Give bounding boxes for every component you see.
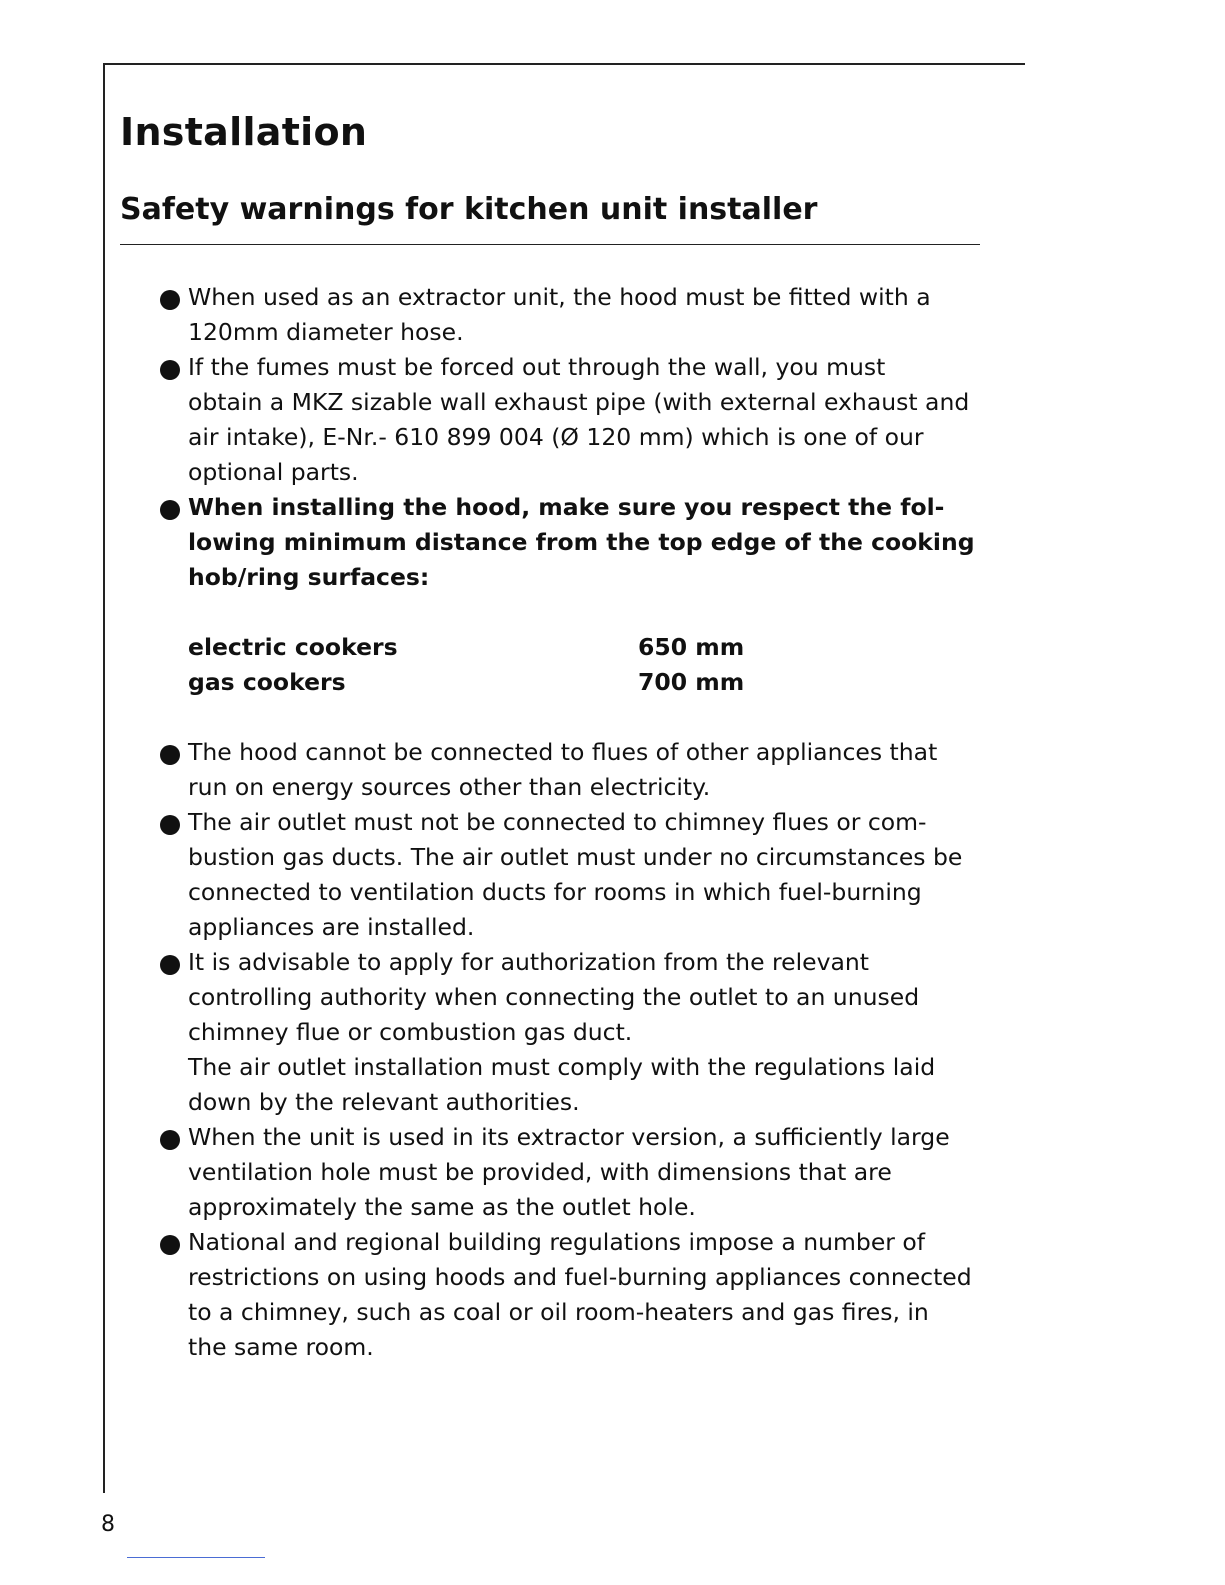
text-line: approximately the same as the outlet hole. <box>188 1193 696 1221</box>
bullet-dot-icon <box>160 745 180 765</box>
text-line: When used as an extractor unit, the hood must be fitted with a <box>188 283 931 311</box>
bullet-dot-icon <box>160 1235 180 1255</box>
list-item <box>160 1225 990 1365</box>
distance-value: 650 mm <box>638 633 745 661</box>
text-line: appliances are installed. <box>188 913 475 941</box>
list-item-emphasis <box>160 490 990 595</box>
bullet-dot-icon <box>160 360 180 380</box>
text-line: to a chimney, such as coal or oil room-heaters and gas fires, in <box>188 1298 929 1326</box>
text-line: controlling authority when connecting the outlet to an unused <box>188 983 920 1011</box>
distance-label: electric cookers <box>188 633 398 661</box>
distance-label: gas cookers <box>188 668 346 696</box>
text-line: It is advisable to apply for authorization from the relevant <box>188 948 870 976</box>
text-line: connected to ventilation ducts for rooms in which fuel-burning <box>188 878 922 906</box>
text-line: 120mm diameter hose. <box>188 318 464 346</box>
distance-value: 700 mm <box>638 668 745 696</box>
bullet-list-top <box>160 280 990 595</box>
text-line: chimney flue or combustion gas duct. <box>188 1018 633 1046</box>
left-margin-rule <box>103 63 105 1493</box>
text-line: hob/ring surfaces: <box>188 563 430 591</box>
list-item <box>160 1120 990 1225</box>
bullet-dot-icon <box>160 500 180 520</box>
bullet-dot-icon <box>160 1130 180 1150</box>
section-title: Safety warnings for kitchen unit installer <box>120 192 818 227</box>
page-title: Installation <box>120 110 368 154</box>
text-line: air intake), E-Nr.- 610 899 004 (Ø 120 mm) which is one of our <box>188 423 924 451</box>
text-line: When the unit is used in its extractor version, a sufficiently large <box>188 1123 950 1151</box>
list-item <box>160 805 990 945</box>
text-line: National and regional building regulations impose a number of <box>188 1228 926 1256</box>
bullet-dot-icon <box>160 290 180 310</box>
text-line: ventilation hole must be provided, with dimensions that are <box>188 1158 892 1186</box>
text-line: the same room. <box>188 1333 374 1361</box>
text-line: down by the relevant authorities. <box>188 1088 580 1116</box>
text-line: The air outlet installation must comply with the regulations laid <box>188 1053 936 1081</box>
bullet-dot-icon <box>160 955 180 975</box>
text-line: optional parts. <box>188 458 359 486</box>
text-line: restrictions on using hoods and fuel-burning appliances connected <box>188 1263 972 1291</box>
list-item <box>160 280 990 350</box>
bullet-list-bottom <box>160 735 990 1365</box>
list-item <box>160 350 990 490</box>
page-number: 8 <box>101 1512 115 1537</box>
text-line: If the fumes must be forced out through the wall, you must <box>188 353 886 381</box>
distance-table <box>188 630 788 700</box>
text-line: When installing the hood, make sure you respect the fol- <box>188 493 945 521</box>
text-line: run on energy sources other than electricity. <box>188 773 711 801</box>
bullet-dot-icon <box>160 815 180 835</box>
top-rule <box>103 63 1025 65</box>
list-item <box>160 735 990 805</box>
text-line: The hood cannot be connected to flues of other appliances that <box>188 738 938 766</box>
text-line: The air outlet must not be connected to chimney flues or com- <box>188 808 927 836</box>
text-line: bustion gas ducts. The air outlet must under no circumstances be <box>188 843 963 871</box>
table-row <box>188 630 788 665</box>
section-divider <box>120 244 980 245</box>
text-line: obtain a MKZ sizable wall exhaust pipe (with external exhaust and <box>188 388 970 416</box>
list-item <box>160 945 990 1120</box>
text-line: lowing minimum distance from the top edge of the cooking <box>188 528 975 556</box>
table-row <box>188 665 788 700</box>
bottom-underline-mark <box>127 1557 265 1558</box>
